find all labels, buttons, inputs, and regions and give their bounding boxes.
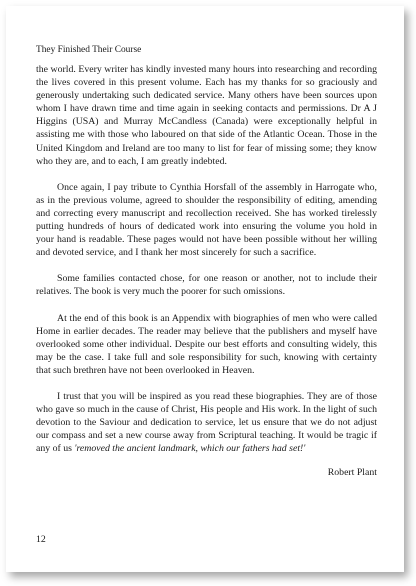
- running-head: They Finished Their Course: [36, 45, 142, 55]
- page-content: [36, 44, 377, 479]
- paragraph-4: At the end of this book is an Appendix with biographies of men who were called Home in earlier decades. The reader may believe that the publishers and myself have overlooked some other individual. Despite our best efforts and consulting widely, this may be the case. I take full and sole responsibility for such, knowing with certainty that such brethren have not been overlooked in Heaven.: [36, 312, 377, 376]
- book-page: [6, 6, 404, 572]
- scripture-quote: 'removed the ancient landmark, which our fathers had set!': [74, 443, 306, 455]
- body-text: [36, 63, 377, 455]
- author-signature: Robert Plant: [327, 467, 377, 479]
- paragraph-5: [36, 390, 377, 455]
- paragraph-3: Some families contacted chose, for one reason or another, not to include their relatives. The book is very much the poorer for such omissions.: [36, 273, 377, 298]
- paragraph-2: Once again, I pay tribute to Cynthia Horsfall of the assembly in Harrogate who, as in the previous volume, agreed to shoulder the responsibility of editing, amending and correcting every manuscript and recollection received. She has worked tirelessly putting hundreds of hours of dedicated work into ensuring the volume you hold in your hand is readable. These pages would not have been possible without her willing and devoted service, and I thank her most sincerely for such a sacrifice.: [36, 181, 377, 259]
- paragraph-5-text: I trust that you will be inspired as you read these biographies. They are of those who gave so much in the cause of Christ, His people and His work. In the light of such devotion to the Saviour and dedication to service, let us ensure that we do not adjust our compass and set a new course away from Scriptural teaching. It would be tragic if any of us: [36, 390, 377, 455]
- page-number: 12: [36, 534, 46, 545]
- paragraph-1: the world. Every writer has kindly invested many hours into researching and recording the lives covered in this present volume. Each has my thanks for so graciously and generously undertaking such dedicated service. Many others have been sources upon whom I have drawn time and time again in seeking contacts and permissions. Dr A J Higgins (USA) and Murray McCandless (Canada) were exceptionally helpful in assisting me with those who laboured on that side of the Atlantic Ocean. Those in the United Kingdom and Ireland are too many to list for fear of missing some; they know who they are, and to each, I am greatly indebted.: [36, 64, 377, 167]
